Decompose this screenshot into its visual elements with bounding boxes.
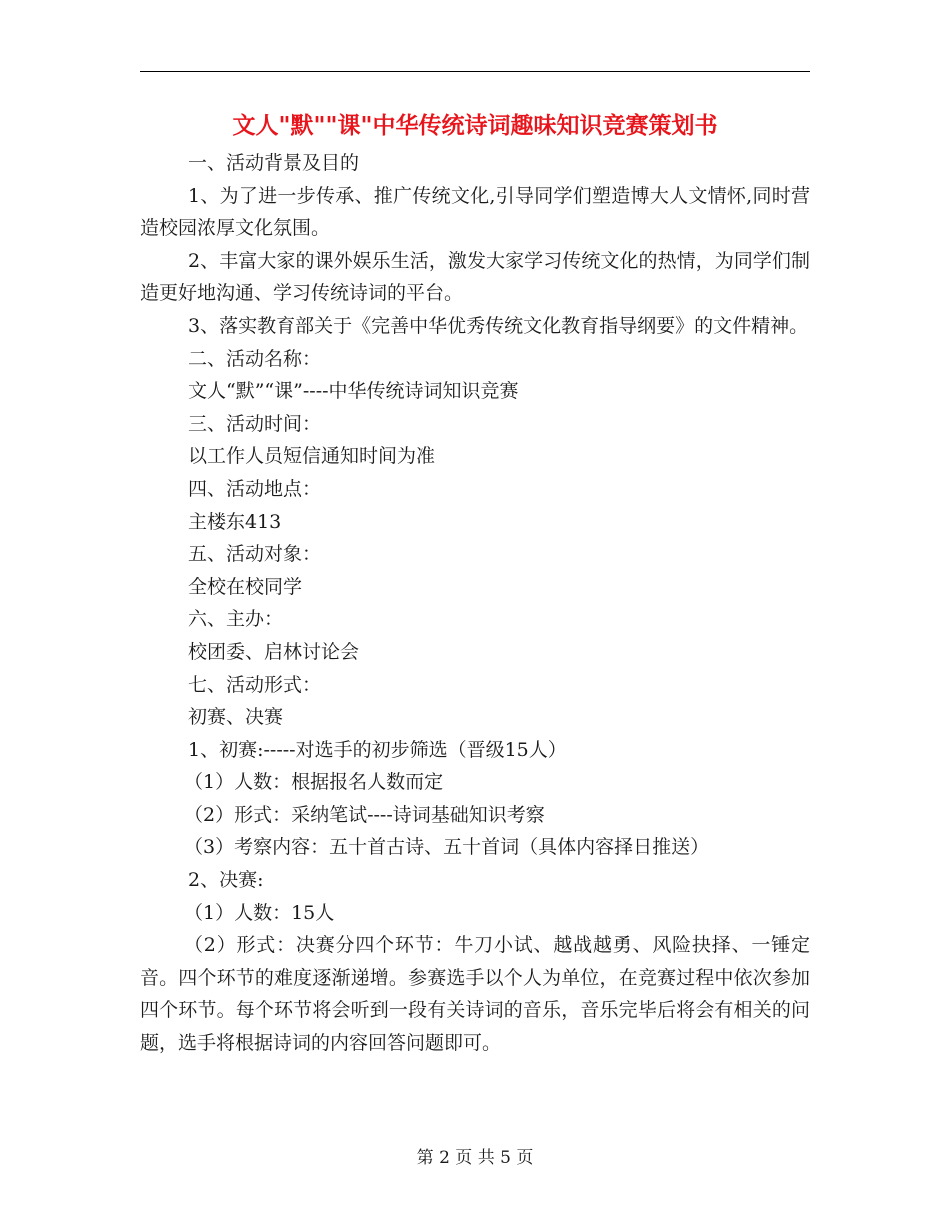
paragraph: 以工作人员短信通知时间为准 <box>188 445 436 468</box>
paragraph: 五、活动对象： <box>188 543 322 566</box>
paragraph: 七、活动形式： <box>188 673 322 696</box>
document-body <box>140 147 810 1060</box>
paragraph: 主楼东413 <box>188 510 282 533</box>
paragraph: 初赛、决赛 <box>188 706 284 729</box>
paragraph: （3）考察内容：五十首古诗、五十首词（具体内容择日推送） <box>184 836 710 859</box>
page-footer: 第 2 页 共 5 页 <box>416 1148 534 1168</box>
paragraph: 一、活动背景及目的 <box>188 152 360 174</box>
paragraph: （1）人数：根据报名人数而定 <box>184 771 444 794</box>
paragraph: 全校在校同学 <box>188 575 303 598</box>
paragraph: （1）人数：15人 <box>184 901 335 924</box>
paragraph: 四、活动地点： <box>188 477 322 500</box>
paragraph: 1、初赛:-----对选手的初步筛选（晋级15人） <box>188 738 567 761</box>
paragraph: 2、决赛: <box>188 869 264 892</box>
paragraph: 三、活动时间： <box>188 412 322 435</box>
paragraph: （2）形式：决赛分四个环节：牛刀小试、越战越勇、风险抉择、一锤定音。四个环节的难度逐渐递增。参赛选手以个人为单位，在竞赛过程中依次参加四个环节。每个环节将会听到一段有关诗词的音乐，音乐完毕后将会有相关的问题，选手将根据诗词的内容回答问题即可。 <box>140 934 810 1055</box>
paragraph: 1、为了进一步传承、推广传统文化,引导同学们塑造博大人文情怀,同时营造校园浓厚文化氛围。 <box>140 184 810 240</box>
paragraph: 校团委、启林讨论会 <box>188 640 360 663</box>
document-title: 文人"默""课"中华传统诗词趣味知识竞赛策划书 <box>232 112 718 139</box>
paragraph: 二、活动名称： <box>188 347 322 370</box>
paragraph: 2、丰富大家的课外娱乐生活，激发大家学习传统文化的热情，为同学们制造更好地沟通、学习传统诗词的平台。 <box>140 249 810 305</box>
paragraph: 3、落实教育部关于《完善中华优秀传统文化教育指导纲要》的文件精神。 <box>188 314 809 337</box>
header-rule <box>140 71 810 72</box>
paragraph: 六、主办： <box>188 608 284 631</box>
paragraph: 文人“默”“课”----中华传统诗词知识竞赛 <box>188 380 519 403</box>
paragraph: （2）形式：采纳笔试----诗词基础知识考察 <box>184 803 545 826</box>
